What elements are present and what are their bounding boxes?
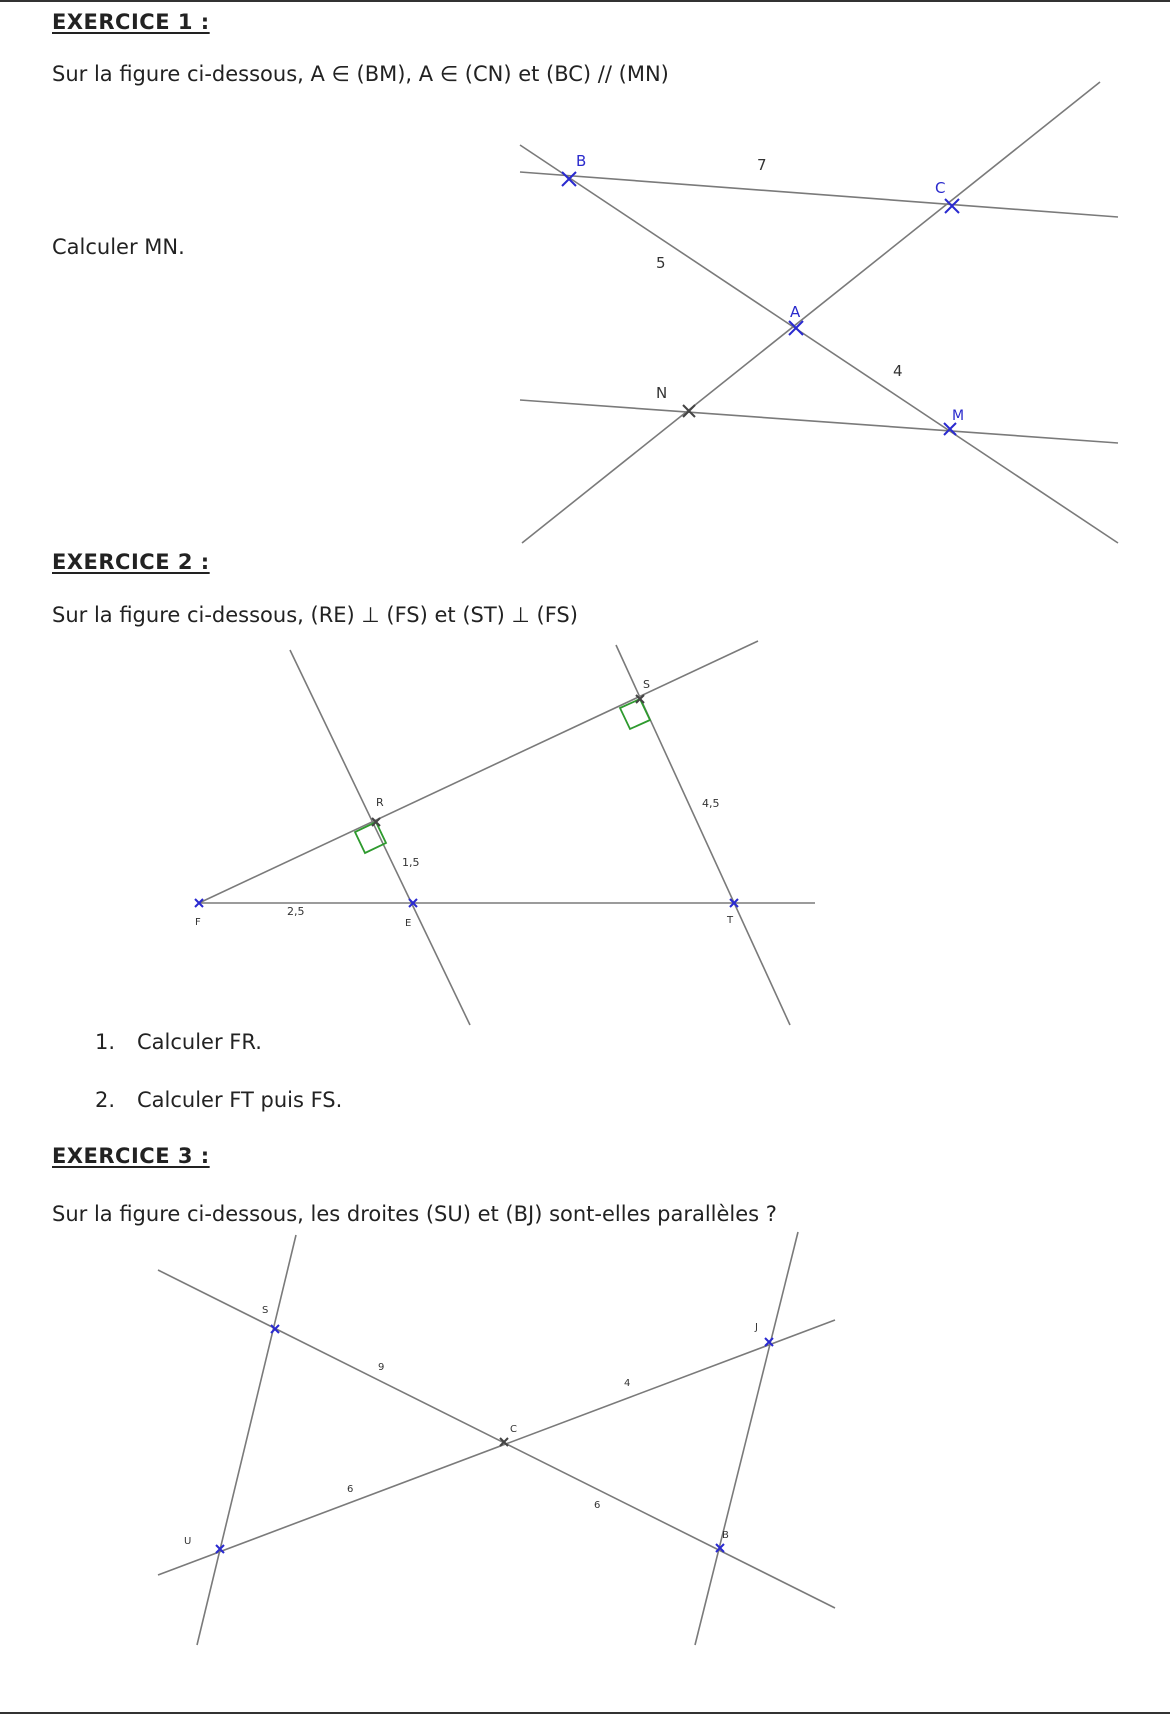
label-a: A: [790, 303, 801, 321]
line-bj: [695, 1232, 798, 1645]
length-bc: 7: [757, 156, 767, 174]
label-c: C: [935, 179, 946, 197]
length-am: 4: [893, 362, 903, 380]
exercise-3-statement: Sur la figure ci-dessous, les droites (SU) et (BJ) sont-elles parallèles ?: [52, 1202, 777, 1226]
exercise-2-heading: EXERCICE 2 :: [52, 550, 210, 574]
label-e: E: [405, 918, 412, 929]
length-cj: 4: [624, 1378, 631, 1389]
label-s: S: [643, 678, 650, 691]
label-t: T: [727, 915, 734, 926]
label-u: U: [184, 1536, 192, 1547]
length-uc: 6: [347, 1484, 354, 1495]
question-1-number: 1.: [95, 1030, 116, 1054]
length-sc: 9: [378, 1362, 385, 1373]
exercise-1-heading: EXERCICE 1 :: [52, 10, 210, 34]
exercise-3-heading: EXERCICE 3 :: [52, 1144, 210, 1168]
label-s: S: [262, 1305, 269, 1316]
label-c: C: [510, 1424, 517, 1435]
label-n: N: [656, 384, 668, 402]
line-sb: [158, 1270, 835, 1608]
exercise-1-question: Calculer MN.: [52, 235, 185, 259]
question-2-number: 2.: [95, 1088, 116, 1112]
label-r: R: [376, 796, 384, 809]
length-cb: 6: [594, 1500, 601, 1511]
question-1-text: Calculer FR.: [137, 1030, 262, 1054]
label-b: B: [576, 152, 587, 170]
exercise-2-statement: Sur la figure ci-dessous, (RE) ⊥ (FS) et (ST) ⊥ (FS): [52, 603, 578, 627]
label-j: J: [755, 1322, 758, 1333]
question-2-text: Calculer FT puis FS.: [137, 1088, 343, 1112]
line-uj: [158, 1320, 835, 1575]
label-b: B: [722, 1530, 729, 1541]
exercise-1-statement: Sur la figure ci-dessous, A ∈ (BM), A ∈ (CN) et (BC) // (MN): [52, 62, 669, 86]
length-fe: 2,5: [287, 905, 305, 918]
label-f: F: [195, 917, 201, 928]
length-re: 1,5: [402, 856, 420, 869]
length-ba: 5: [656, 254, 666, 272]
length-st: 4,5: [702, 797, 720, 810]
label-m: M: [952, 408, 965, 424]
